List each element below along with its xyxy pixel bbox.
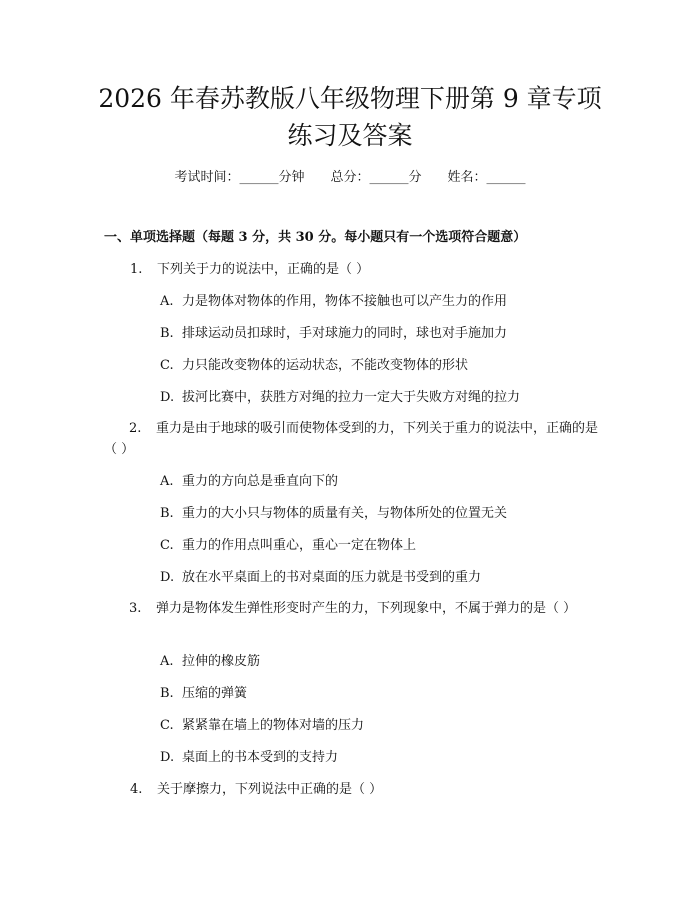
option-text: 重力的大小只与物体的质量有关，与物体所处的位置无关 (182, 506, 508, 521)
option-text: 重力的方向总是垂直向下的 (182, 474, 339, 489)
document-title-line-1: 2026 年春苏教版八年级物理下册第 9 章专项 (98, 84, 602, 113)
option-letter: A. (160, 294, 174, 309)
exam-meta (0, 168, 700, 188)
section-heading: 一、单项选择题（每题 3 分，共 30 分。每小题只有一个选项符合题意） (104, 230, 527, 245)
option-letter: D. (160, 570, 175, 585)
option-text: 紧紧靠在墙上的物体对墙的压力 (182, 718, 365, 733)
option-letter: B. (160, 686, 174, 701)
question-text: 下列关于力的说法中，正确的是（ ） (157, 262, 370, 277)
question-text: 关于摩擦力，下列说法中正确的是（ ） (157, 782, 383, 797)
option-text: 力是物体对物体的作用，物体不接触也可以产生力的作用 (182, 294, 508, 309)
option-letter: C. (160, 538, 174, 553)
question-2-option-d (160, 568, 481, 588)
question-1-option-b (160, 324, 507, 344)
option-text: 桌面上的书本受到的支持力 (182, 750, 339, 765)
question-3-option-c (160, 716, 364, 736)
question-3-option-d (160, 748, 338, 768)
question-3-option-a (160, 652, 260, 672)
question-2-option-b (160, 504, 507, 524)
total-score-label: 总分：______分 (330, 170, 422, 185)
question-1 (130, 260, 369, 280)
question-2-option-c (160, 536, 416, 556)
option-letter: B. (160, 506, 174, 521)
option-text: 压缩的弹簧 (182, 686, 248, 701)
question-2 (104, 418, 604, 460)
question-3-option-b (160, 684, 247, 704)
question-1-option-d (160, 388, 520, 408)
student-name-label: 姓名：______ (447, 170, 526, 185)
question-number: 4. (130, 782, 143, 797)
option-letter: D. (160, 390, 175, 405)
question-text: 重力是由于地球的吸引而使物体受到的力，下列关于重力的说法中，正确的是（ ） (104, 421, 599, 457)
option-text: 拉伸的橡皮筋 (182, 654, 261, 669)
option-letter: A. (160, 474, 174, 489)
question-number: 3. (129, 601, 142, 616)
question-number: 1. (130, 262, 143, 277)
option-letter: C. (160, 358, 174, 373)
option-letter: A. (160, 654, 174, 669)
exam-time-label: 考试时间：______分钟 (174, 170, 305, 185)
question-4 (130, 780, 382, 800)
question-number: 2. (129, 421, 142, 436)
question-3 (104, 598, 604, 619)
option-letter: B. (160, 326, 174, 341)
option-text: 重力的作用点叫重心，重心一定在物体上 (182, 538, 417, 553)
option-text: 排球运动员扣球时，手对球施力的同时，球也对手施加力 (182, 326, 508, 341)
option-text: 放在水平桌面上的书对桌面的压力就是书受到的重力 (182, 570, 482, 585)
document-title-line-2: 练习及答案 (287, 121, 413, 150)
option-text: 拔河比赛中，获胜方对绳的拉力一定大于失败方对绳的拉力 (182, 390, 521, 405)
option-letter: C. (160, 718, 174, 733)
question-1-option-c (160, 356, 468, 376)
question-1-option-a (160, 292, 507, 312)
question-text: 弹力是物体发生弹性形变时产生的力，下列现象中，不属于弹力的是（ ） (156, 601, 577, 616)
option-text: 力只能改变物体的运动状态，不能改变物体的形状 (182, 358, 469, 373)
option-letter: D. (160, 750, 175, 765)
question-2-option-a (160, 472, 338, 492)
